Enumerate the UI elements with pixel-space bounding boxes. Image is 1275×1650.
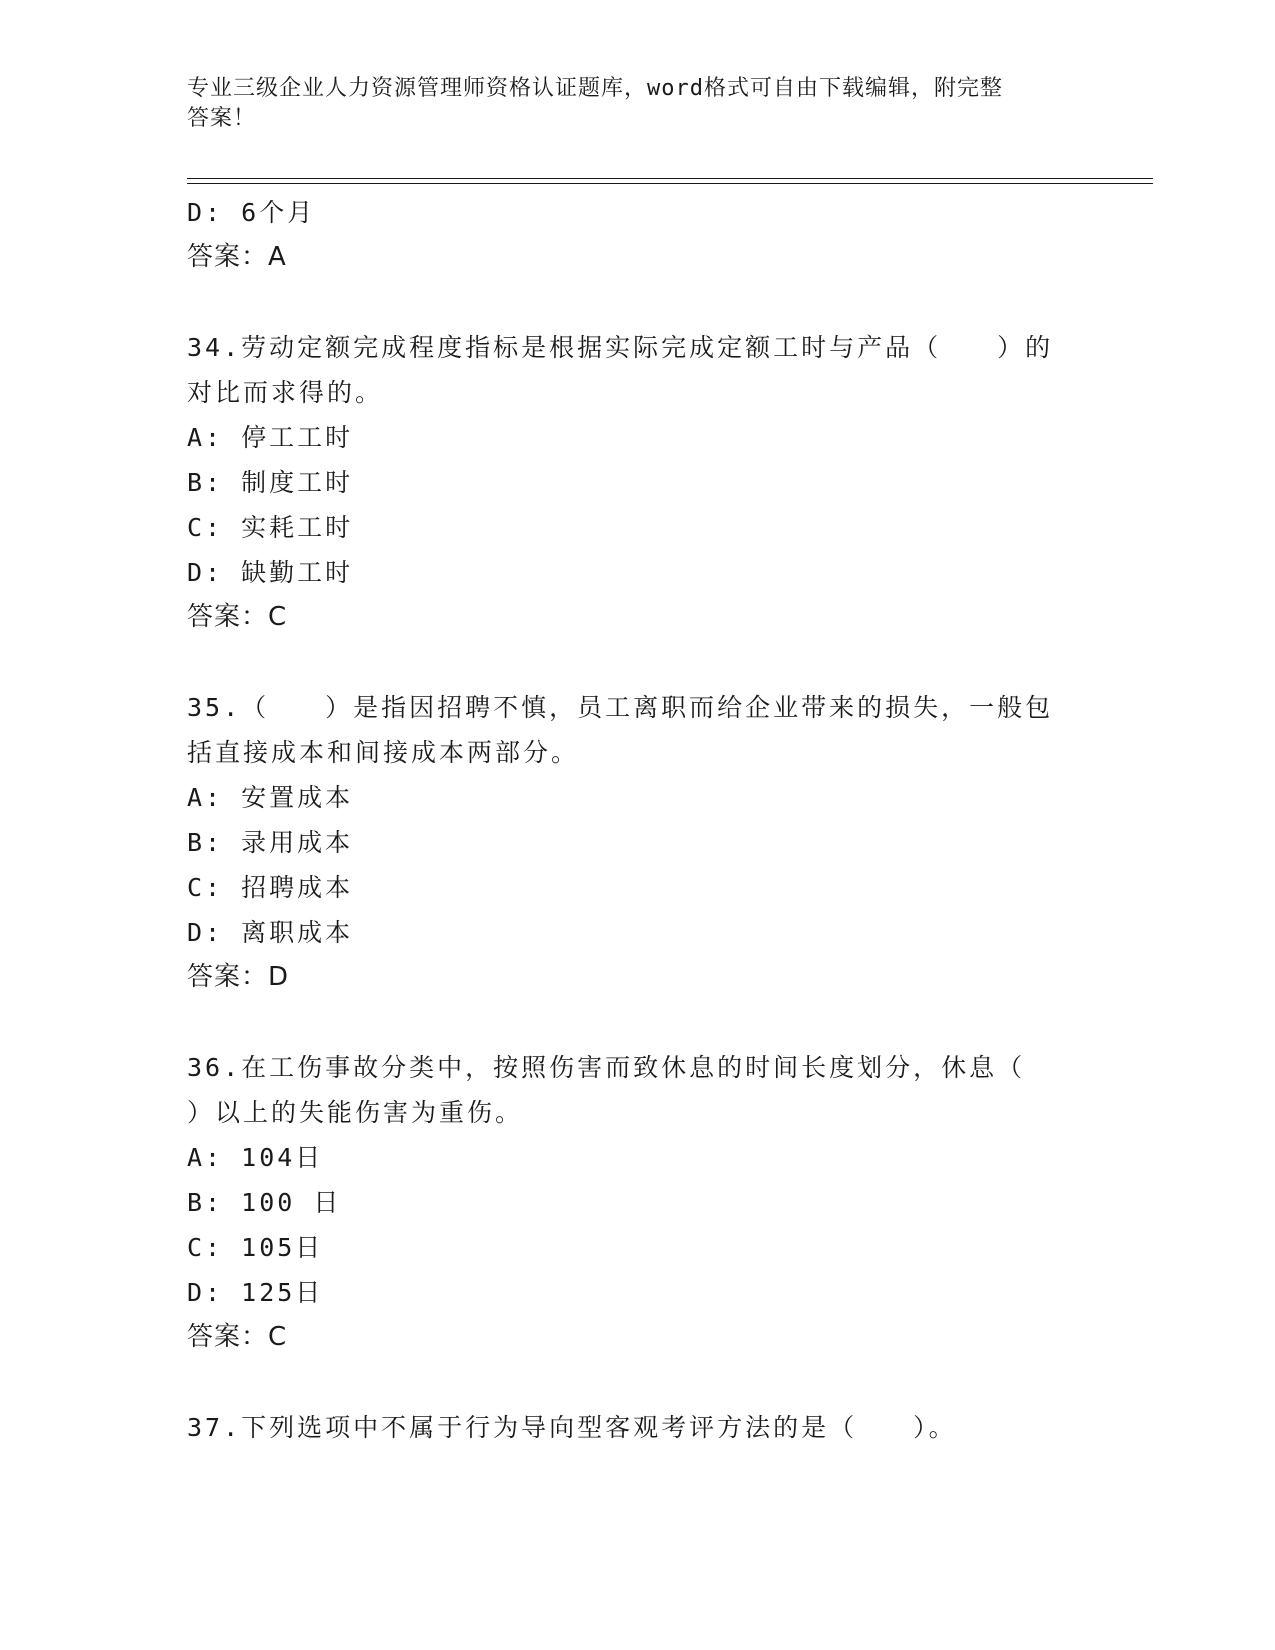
option-b: B: 100 日 [187,1188,342,1217]
option-a: A: 104日 [187,1143,324,1172]
header-line-2: 答案！ [187,106,257,131]
answer: 答案：A [187,242,287,272]
answer: 答案：C [187,602,288,632]
option-a: A: 停工工时 [187,423,354,452]
option-c: C: 实耗工时 [187,513,354,542]
option-a: A: 安置成本 [187,783,354,812]
question-text-line-1: 35.（ ）是指因招聘不慎，员工离职而给企业带来的损失，一般包 [187,693,1054,722]
question-37 [187,1405,1087,1450]
option-b: B: 录用成本 [187,828,354,857]
question-text-line-1: 36.在工伤事故分类中，按照伤害而致休息的时间长度划分，休息（ [187,1053,1026,1082]
option-d: D: 离职成本 [187,918,354,947]
option-d: D: 缺勤工时 [187,558,354,587]
option-d: D: 125日 [187,1278,324,1307]
question-34 [187,325,1087,640]
question-text-line-1: 34.劳动定额完成程度指标是根据实际完成定额工时与产品（ ）的 [187,333,1054,362]
document-body [187,190,1087,1450]
option-d: D: 6个月 [187,198,316,227]
header-line-1: 专业三级企业人力资源管理师资格认证题库，word格式可自由下载编辑，附完整 [187,76,1003,101]
page-header [187,74,1087,134]
answer: 答案：C [187,1322,288,1352]
question-text-line-2: ）以上的失能伤害为重伤。 [187,1098,524,1127]
option-b: B: 制度工时 [187,468,354,497]
option-c: C: 105日 [187,1233,324,1262]
question-35 [187,685,1087,1000]
question-36 [187,1045,1087,1360]
previous-question-tail [187,190,1087,280]
question-text-line-1: 37.下列选项中不属于行为导向型客观考评方法的是（ ）。 [187,1413,957,1442]
question-text-line-2: 对比而求得的。 [187,378,384,407]
option-c: C: 招聘成本 [187,873,354,902]
question-text-line-2: 括直接成本和间接成本两部分。 [187,738,580,767]
header-divider-bottom [187,183,1153,184]
header-divider-top [187,178,1153,179]
answer: 答案：D [187,962,290,992]
